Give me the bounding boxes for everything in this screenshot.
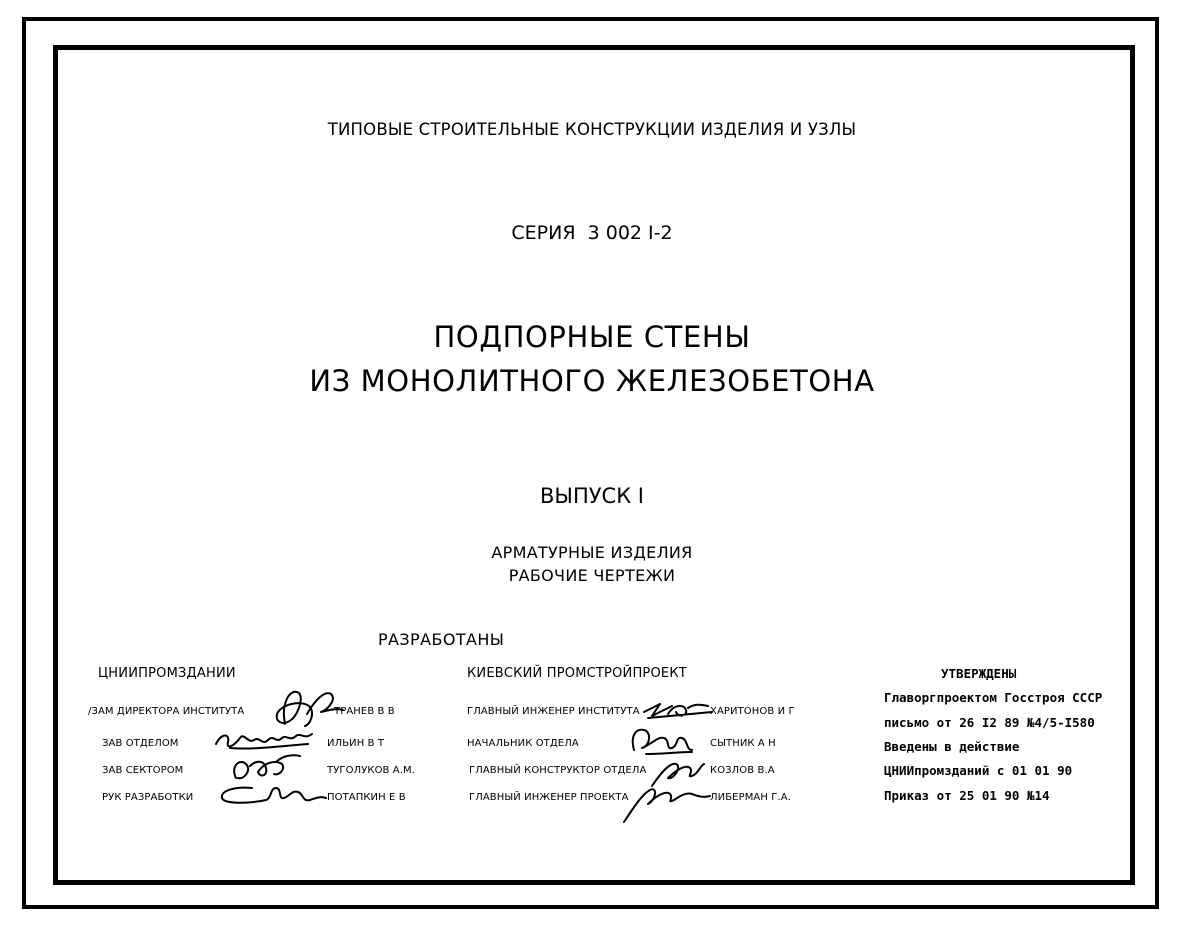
approval-line-5: Приказ от 25 01 90 №14 [884, 788, 1050, 803]
left-position-3: ЗАВ СЕКТОРОМ [102, 765, 184, 776]
middle-person-1: ХАРИТОНОВ И Г [710, 706, 795, 717]
document-title-line2: ИЗ МОНОЛИТНОГО ЖЕЛЕЗОБЕТОНА [309, 364, 875, 398]
middle-person-2: СЫТНИК А Н [710, 738, 776, 749]
approval-line-3: Введены в действие [884, 739, 1020, 754]
subtitle-line1: АРМАТУРНЫЕ ИЗДЕЛИЯ [491, 543, 693, 562]
left-org-name: ЦНИИПРОМЗДАНИИ [98, 666, 236, 681]
signature-sytnik [626, 724, 696, 758]
approval-line-1: Главоргпроектом Госстроя СССР [884, 690, 1103, 705]
series-label: СЕРИЯ [511, 222, 576, 244]
approval-line-2: письмо от 26 I2 89 №4/5-I580 [884, 715, 1095, 730]
middle-person-3: КОЗЛОВ В.А [710, 765, 775, 776]
middle-position-4: ГЛАВНЫЙ ИНЖЕНЕР ПРОЕКТА [469, 792, 629, 803]
middle-position-3: ГЛАВНЫЙ КОНСТРУКТОР ОТДЕЛА [469, 765, 647, 776]
series-line: ТИПОВЫЕ СТРОИТЕЛЬНЫЕ КОНСТРУКЦИИ ИЗДЕЛИЯ И УЗЛЫ [327, 120, 857, 139]
signature-potapkin [218, 780, 330, 810]
middle-person-4: ЛИБЕРМАН Г.А. [710, 792, 791, 803]
issue-number: ВЫПУСК I [540, 484, 644, 508]
developed-label: РАЗРАБОТАНЫ [378, 630, 505, 649]
subtitle-line2: РАБОЧИЕ ЧЕРТЕЖИ [508, 566, 676, 585]
series-code: 3 002 I-2 [587, 222, 673, 244]
signature-liberman [620, 780, 712, 826]
middle-org-name: КИЕВСКИЙ ПРОМСТРОЙПРОЕКТ [467, 666, 687, 681]
document-title-line1: ПОДПОРНЫЕ СТЕНЫ [433, 320, 751, 354]
series-number [0, 222, 1184, 244]
approval-line-4: ЦНИИпромзданий с 01 01 90 [884, 763, 1073, 778]
middle-position-2: НАЧАЛЬНИК ОТДЕЛА [467, 738, 579, 749]
middle-position-1: ГЛАВНЫЙ ИНЖЕНЕР ИНСТИТУТА [467, 706, 640, 717]
signature-kharitonov [638, 696, 714, 722]
left-position-4: РУК РАЗРАБОТКИ [102, 792, 194, 803]
left-position-2: ЗАВ ОТДЕЛОМ [102, 738, 179, 749]
approval-heading: УТВЕРЖДЕНЫ [941, 666, 1017, 681]
left-person-3: ТУГОЛУКОВ А.М. [327, 765, 416, 776]
inner-frame [53, 45, 1135, 885]
left-person-4: ПОТАПКИН Е В [327, 792, 406, 803]
left-person-2: ИЛЬИН В Т [327, 738, 385, 749]
left-position-1: /ЗАМ ДИРЕКТОРА ИНСТИТУТА [88, 706, 245, 717]
left-person-1: ТРАНЕВ В В [334, 706, 395, 717]
